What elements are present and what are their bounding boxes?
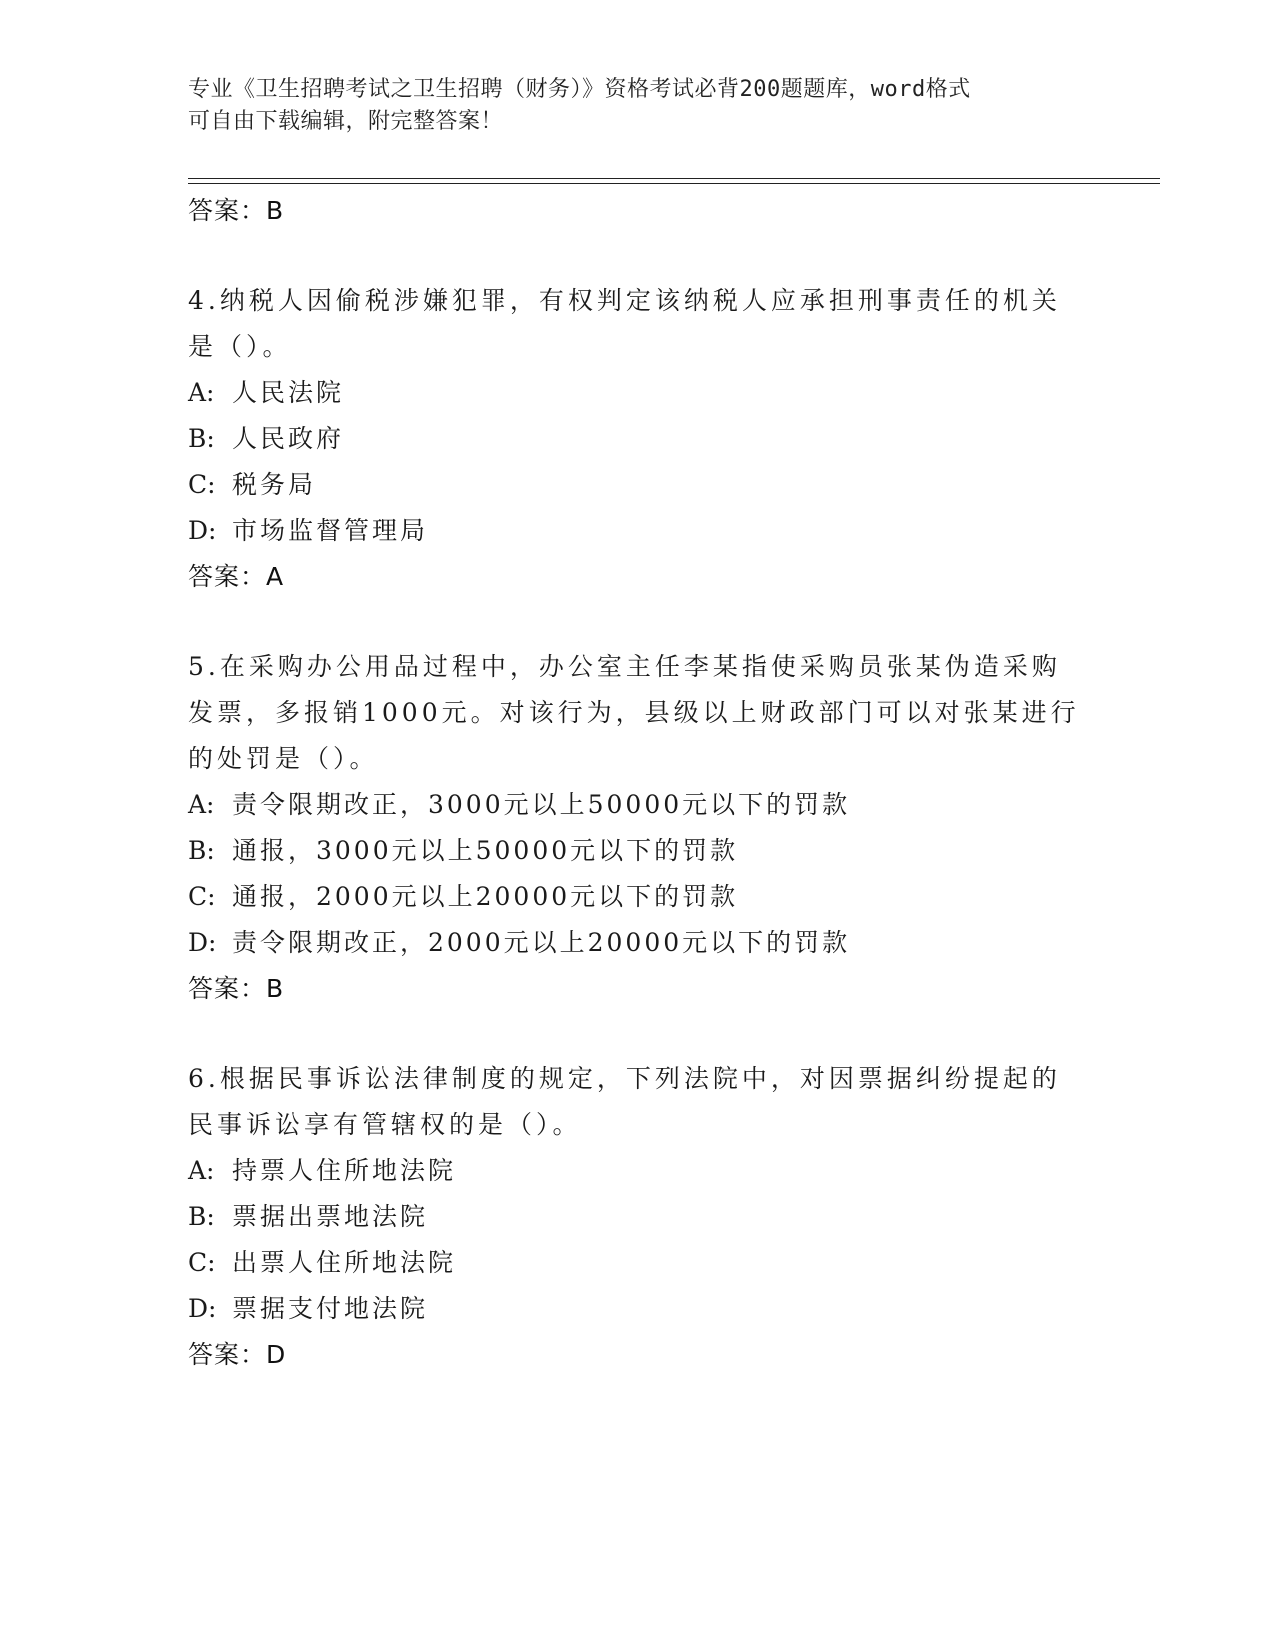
option-key: B:: [188, 424, 215, 453]
question-6: [188, 1056, 1088, 1378]
option-b: [188, 416, 1088, 462]
question-text: 4.纳税人因偷税涉嫌犯罪，有权判定该纳税人应承担刑事责任的机关: [188, 286, 1061, 315]
answer-line: [188, 966, 1088, 1012]
answer-line: [188, 1332, 1088, 1378]
question-text: 5.在采购办公用品过程中，办公室主任李某指使采购员张某伪造采购: [188, 652, 1061, 681]
question-text: 发票，多报销1000元。对该行为，县级以上财政部门可以对张某进行: [188, 698, 1080, 727]
option-c: [188, 462, 1088, 508]
question-text: 是（）。: [188, 332, 292, 361]
answer-label: 答案：: [188, 562, 267, 591]
question-4: [188, 278, 1088, 600]
option-text: 责令限期改正，3000元以上50000元以下的罚款: [232, 790, 851, 819]
option-d: [188, 508, 1088, 554]
option-d: [188, 1286, 1088, 1332]
option-key: A:: [188, 790, 215, 819]
option-key: B:: [188, 836, 215, 865]
option-key: D:: [188, 516, 217, 545]
option-key: B:: [188, 1202, 215, 1231]
option-text: 通报，3000元以上50000元以下的罚款: [232, 836, 739, 865]
option-text: 市场监督管理局: [232, 516, 429, 545]
answer-value: D: [266, 1340, 286, 1369]
option-text: 票据支付地法院: [232, 1294, 429, 1323]
option-a: [188, 782, 1088, 828]
option-b: [188, 828, 1088, 874]
option-text: 持票人住所地法院: [232, 1156, 457, 1185]
option-key: C:: [188, 882, 216, 911]
option-key: D:: [188, 1294, 217, 1323]
header-line-2: 可自由下载编辑，附完整答案！: [188, 109, 504, 134]
option-key: C:: [188, 470, 216, 499]
option-text: 出票人住所地法院: [232, 1248, 457, 1277]
question-text: 6.根据民事诉讼法律制度的规定，下列法院中，对因票据纠纷提起的: [188, 1064, 1061, 1093]
option-text: 人民政府: [232, 424, 345, 453]
option-c: [188, 874, 1088, 920]
document-body: [188, 188, 1088, 1378]
option-a: [188, 370, 1088, 416]
answer-line: [188, 554, 1088, 600]
option-text: 责令限期改正，2000元以上20000元以下的罚款: [232, 928, 851, 957]
option-text: 票据出票地法院: [232, 1202, 429, 1231]
option-text: 人民法院: [232, 378, 345, 407]
option-text: 通报，2000元以上20000元以下的罚款: [232, 882, 739, 911]
option-key: A:: [188, 1156, 215, 1185]
option-c: [188, 1240, 1088, 1286]
answer-value: A: [266, 562, 284, 591]
answer-label: 答案：: [188, 974, 267, 1003]
header-rule-top: [188, 178, 1160, 179]
option-key: C:: [188, 1248, 216, 1277]
header-line-1: 专业《卫生招聘考试之卫生招聘（财务）》资格考试必背200题题库，word格式: [188, 77, 971, 102]
question-5: [188, 644, 1088, 1012]
option-text: 税务局: [232, 470, 317, 499]
answer-label: 答案：: [188, 1340, 267, 1369]
option-d: [188, 920, 1088, 966]
answer-label: 答案：: [188, 196, 267, 225]
option-key: D:: [188, 928, 217, 957]
option-a: [188, 1148, 1088, 1194]
header-rule-bottom: [188, 183, 1160, 184]
option-key: A:: [188, 378, 215, 407]
answer-value: B: [266, 974, 284, 1003]
answer-value: B: [266, 196, 284, 225]
answer-line: [188, 188, 1088, 234]
question-text: 的处罚是（）。: [188, 744, 379, 773]
document-header: [188, 74, 1068, 138]
option-b: [188, 1194, 1088, 1240]
question-text: 民事诉讼享有管辖权的是（）。: [188, 1110, 582, 1139]
